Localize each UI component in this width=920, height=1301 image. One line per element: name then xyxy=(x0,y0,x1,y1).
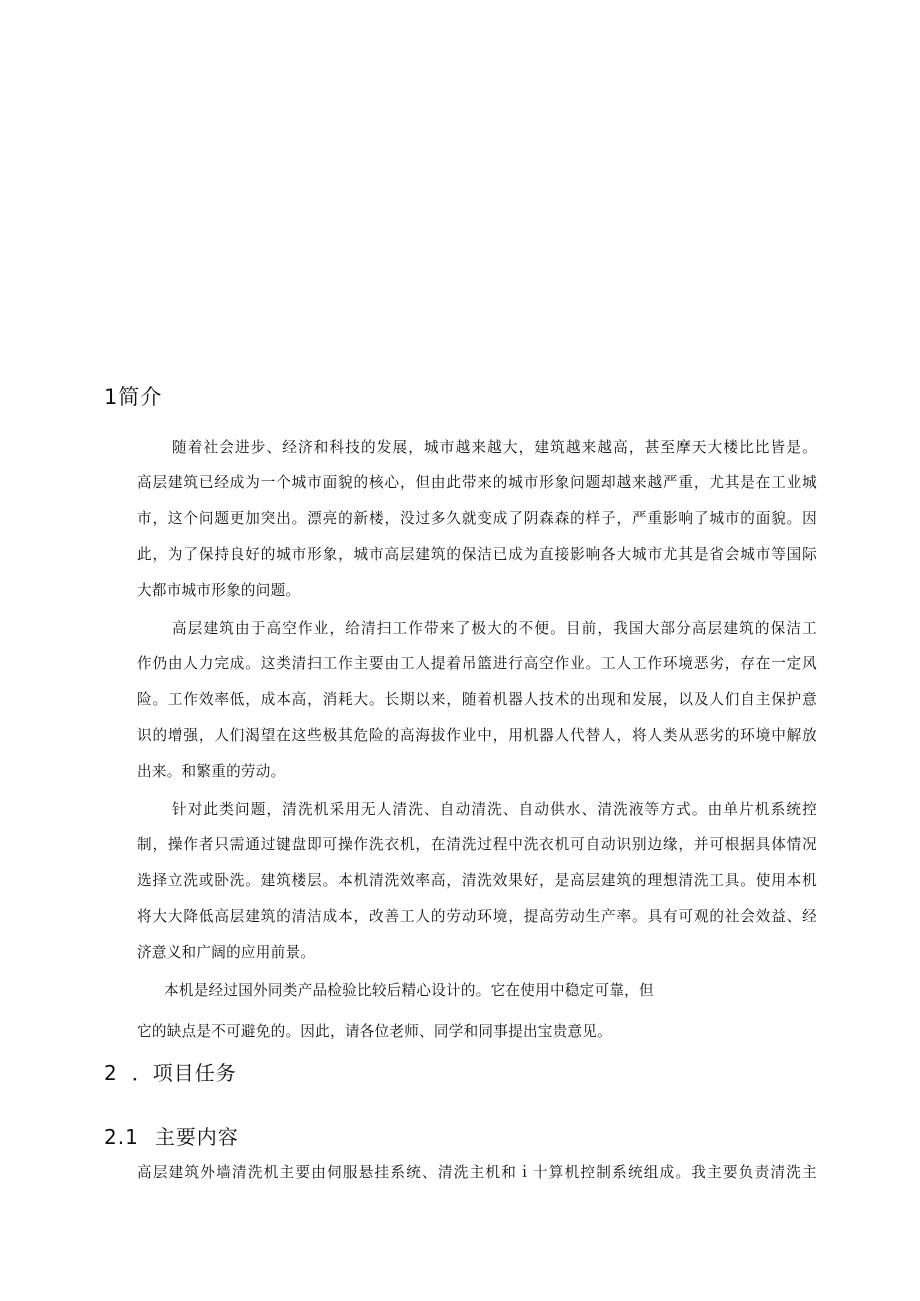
paragraph-line: 市，这个问题更加突出。漂亮的新楼，没过多久就变成了阴森森的样子，严重影响了城市的面貌。因 xyxy=(137,510,817,527)
paragraph-line: 选择立洗或卧洗。建筑楼层。本机清洗效率高，清洗效果好，是高层建筑的理想清洗工具。使用本机 xyxy=(137,872,817,889)
paragraph-line: 高层建筑由于高空作业，给清扫工作带来了极大的不便。目前，我国大部分高层建筑的保洁工 xyxy=(172,620,817,637)
subsection-number: 2.1 xyxy=(104,1125,139,1149)
paragraph-line: 作仍由人力完成。这类清扫工作主要由工人提着吊篮进行高空作业。工人工作环境恶劣，存在一定风 xyxy=(137,655,817,672)
paragraph-line: 将大大降低高层建筑的清洁成本，改善工人的劳动环境，提高劳动生产率。具有可观的社会效益、经 xyxy=(137,908,817,925)
paragraph-line: 大都市城市形象的问题。 xyxy=(137,582,301,599)
paragraph-line: 出来。和繁重的劳动。 xyxy=(137,763,286,780)
paragraph-line: 它的缺点是不可避免的。因此，请各位老师、同学和同事提出宝贵意见。 xyxy=(137,1023,613,1040)
paragraph-line: 识的增强，人们渴望在这些极其危险的高海拔作业中，用机器人代替人，将人类从恶劣的环境中解放 xyxy=(137,727,817,744)
section-heading-intro: 1简介 xyxy=(104,385,163,409)
paragraph-line: 随着社会进步、经济和科技的发展，城市越来越大，建筑越来越高，甚至摩天大楼比比皆是。 xyxy=(172,439,817,456)
paragraph-line: 制，操作者只需通过键盘即可操作洗衣机，在清洗过程中洗衣机可自动识别边缘，并可根据具体情况 xyxy=(137,836,817,853)
paragraph-line: 此，为了保持良好的城市形象，城市高层建筑的保洁已成为直接影响各大城市尤其是省会城市等国际 xyxy=(137,546,817,563)
paragraph-line: 针对此类问题，清洗机采用无人清洗、自动清洗、自动供水、清洗液等方式。由单片机系统控 xyxy=(172,801,817,818)
subsection-title: 主要内容 xyxy=(154,1125,239,1149)
paragraph-line: 险。工作效率低，成本高，消耗大。长期以来，随着机器人技术的出现和发展，以及人们自主保护意 xyxy=(137,691,817,708)
section-title: ．项目任务 xyxy=(131,1061,237,1085)
paragraph-line: 高层建筑外墙清洗机主要由伺服悬挂系统、清洗主机和ｉ十算机控制系统组成。我主要负责清洗主 xyxy=(137,1164,817,1181)
paragraph-line: 济意义和广阔的应用前景。 xyxy=(137,944,316,961)
section-number: 2 xyxy=(104,1061,118,1085)
paragraph-line: 高层建筑已经成为一个城市面貌的核心，但由此带来的城市形象问题却越来越严重，尤其是在工业城 xyxy=(137,474,817,491)
subsection-heading-main-content xyxy=(104,1121,239,1150)
paragraph-line: 本机是经过国外同类产品检验比较后精心设计的。它在使用中稳定可靠，但 xyxy=(164,982,654,999)
section-heading-tasks xyxy=(104,1057,237,1086)
